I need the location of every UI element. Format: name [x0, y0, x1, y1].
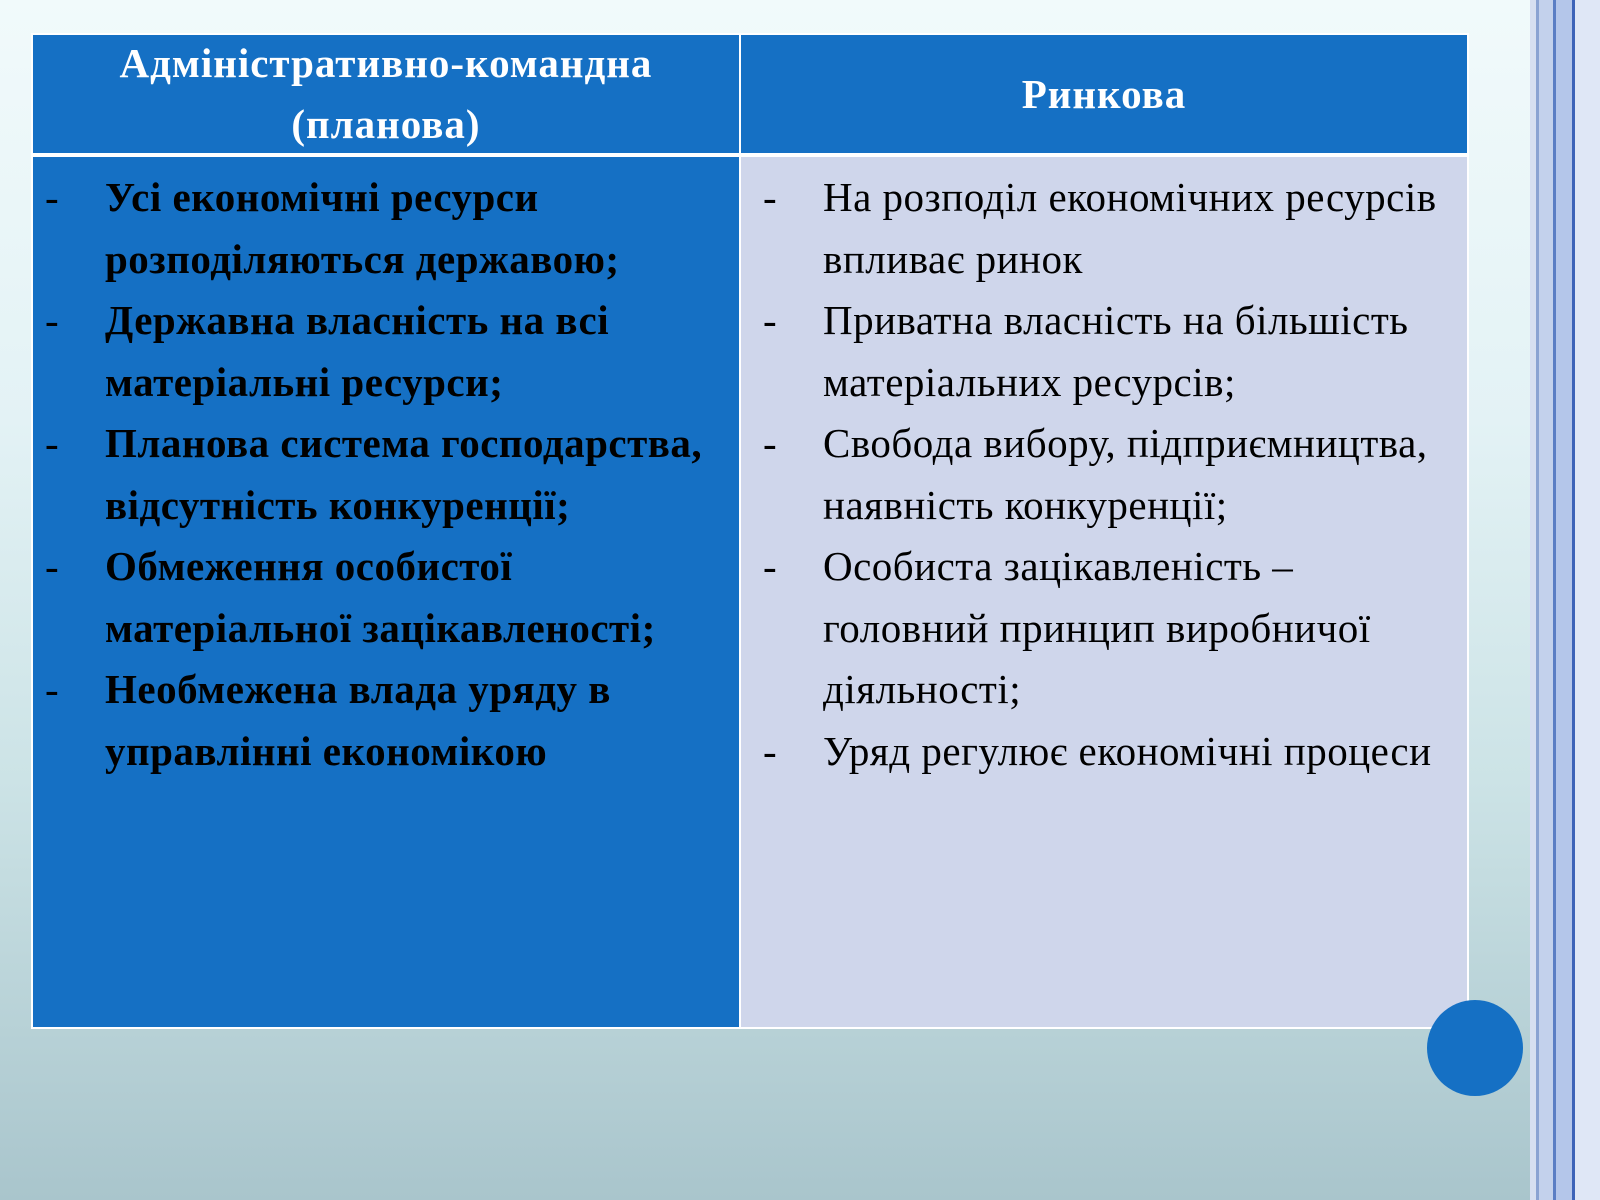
list-item [33, 413, 739, 536]
planned-economy-cell [33, 157, 739, 1027]
list-item-text: Необмежена влада уряду в управлінні економікою [105, 666, 611, 774]
header-planned-text: Адміністративно-командна (планова) [119, 40, 653, 147]
decor-stripe [1556, 0, 1572, 1200]
bullet-dash: - [763, 297, 778, 343]
decor-stripe [1539, 0, 1553, 1200]
bullet-dash: - [763, 420, 778, 466]
market-economy-cell [741, 157, 1467, 1027]
bullet-dash: - [45, 543, 60, 589]
bullet-dash: - [45, 297, 60, 343]
list-item [741, 167, 1467, 290]
list-item-text: Приватна власність на більшість матеріальних ресурсів; [823, 297, 1409, 405]
list-item [33, 536, 739, 659]
comparison-table [31, 33, 1469, 1029]
list-item-text: На розподіл економічних ресурсів впливає ринок [823, 174, 1437, 282]
decor-stripe [1575, 0, 1600, 1200]
bullet-dash: - [45, 666, 60, 712]
bullet-dash: - [763, 174, 778, 220]
list-item-text: Особиста зацікавленість – головний принцип виробничої діяльності; [823, 543, 1371, 712]
bullet-dash: - [763, 727, 778, 774]
market-economy-list [741, 157, 1467, 782]
header-market-text: Ринкова [1021, 70, 1187, 117]
planned-economy-list [33, 157, 739, 782]
header-cell-planned [33, 35, 739, 153]
list-item [741, 721, 1467, 783]
list-item [33, 167, 739, 290]
list-item [741, 290, 1467, 413]
list-item-text: Усі економічні ресурси розподіляються державою; [105, 174, 620, 282]
decor-circle [1427, 1000, 1523, 1096]
list-item [741, 413, 1467, 536]
bullet-dash: - [763, 543, 778, 589]
header-cell-market [741, 35, 1467, 153]
list-item-text: Свобода вибору, підприємництва, наявність конкуренції; [823, 420, 1428, 528]
list-item [741, 536, 1467, 721]
list-item-text: Уряд регулює економічні процеси [823, 727, 1432, 774]
bullet-dash: - [45, 420, 60, 466]
list-item-text: Планова система господарства, відсутність конкуренції; [105, 420, 703, 528]
list-item [33, 290, 739, 413]
list-item-text: Державна власність на всі матеріальні ресурси; [105, 297, 610, 405]
list-item [33, 659, 739, 782]
list-item-text: Обмеження особистої матеріальної зацікавленості; [105, 543, 656, 651]
bullet-dash: - [45, 174, 60, 220]
